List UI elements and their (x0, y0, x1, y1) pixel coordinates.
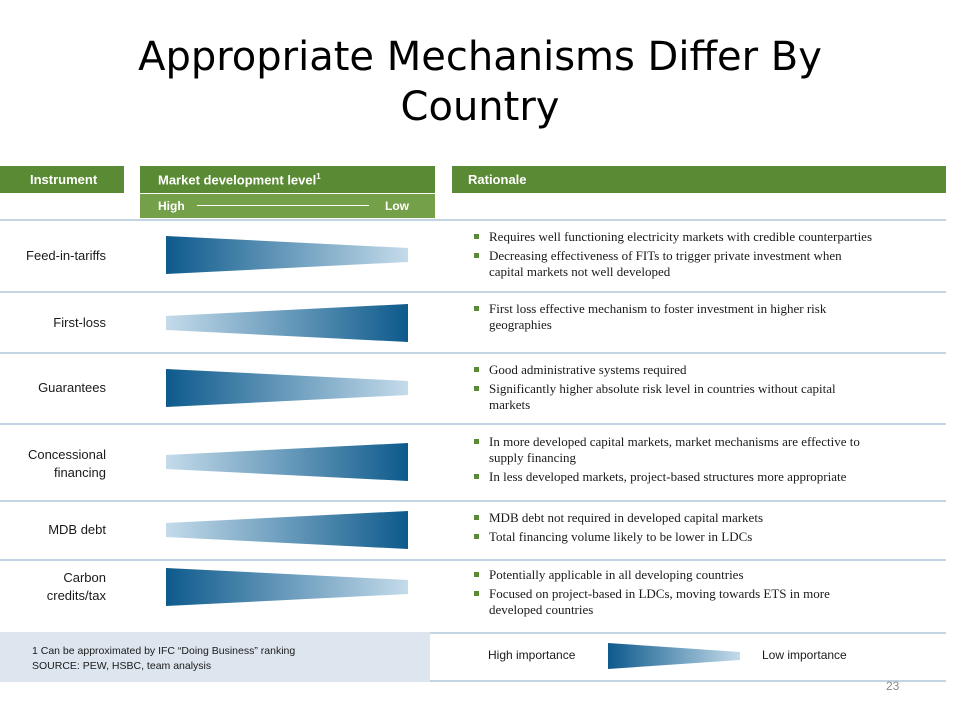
bullet-square-icon (474, 572, 479, 577)
bullet-square-icon (474, 234, 479, 239)
footnote-source: SOURCE: PEW, HSBC, team analysis (32, 660, 212, 672)
legend-bottom-rule (430, 680, 946, 682)
importance-wedge-guarantees (166, 369, 408, 407)
rationale-bullet: Total financing volume likely to be lower in LDCs (472, 529, 942, 545)
legend-low-importance: Low importance (762, 648, 847, 662)
rationale-bullet: In less developed markets, project-based structures more appropriate (472, 469, 942, 485)
rationale-bullet: Decreasing effectiveness of FITs to trigger private investment when capital markets not well developed (472, 248, 942, 280)
instrument-label: credits/tax (46, 588, 106, 603)
instrument-label: First-loss (53, 315, 106, 330)
market-scale-bar (140, 194, 435, 218)
bullet-square-icon (474, 591, 479, 596)
row-separator (0, 500, 946, 502)
instrument-header-label: Instrument (30, 172, 98, 187)
scale-low-label: Low (385, 199, 409, 213)
legend-top-rule (430, 632, 946, 634)
scale-line (197, 205, 369, 206)
rationale-bullet: MDB debt not required in developed capital markets (472, 510, 942, 526)
bullet-square-icon (474, 534, 479, 539)
footnote-text (32, 644, 295, 674)
bullet-square-icon (474, 367, 479, 372)
instrument-label: financing (53, 465, 106, 480)
rationale-header (452, 166, 946, 193)
row-separator (0, 291, 946, 293)
rationale-bullet: Good administrative systems required (472, 362, 942, 378)
legend-high-importance: High importance (488, 648, 576, 662)
instrument-first-loss (0, 314, 106, 332)
slide-title (0, 32, 960, 132)
bullet-square-icon (474, 439, 479, 444)
instrument-concessional-financing (0, 446, 106, 482)
scale-high-label: High (158, 199, 185, 213)
legend-importance-wedge (608, 643, 740, 669)
bullet-square-icon (474, 515, 479, 520)
table-top-rule (0, 219, 946, 221)
instrument-mdb-debt (0, 521, 106, 539)
importance-wedge-carbon-credits-tax (166, 568, 408, 606)
rationale-mdb-debt (472, 510, 942, 548)
footnote-line-1: 1 Can be approximated by IFC “Doing Business” ranking (32, 645, 296, 657)
instrument-guarantees (0, 379, 106, 397)
rationale-first-loss (472, 301, 942, 336)
rationale-feed-in-tariffs (472, 229, 942, 283)
footnote-box (0, 632, 430, 682)
importance-wedge-first-loss (166, 304, 408, 342)
market-level-header-label: Market development level$^1$ (158, 172, 321, 188)
bullet-square-icon (474, 474, 479, 479)
slide-title-line-2: Country (400, 84, 560, 130)
market-level-header (140, 166, 435, 193)
importance-wedge-feed-in-tariffs (166, 236, 408, 274)
importance-wedge-concessional-financing (166, 443, 408, 481)
footnote-marker: 1 (316, 172, 321, 181)
bullet-square-icon (474, 253, 479, 258)
rationale-concessional-financing (472, 434, 942, 488)
rationale-bullet: In more developed capital markets, market mechanisms are effective to supply financing (472, 434, 942, 466)
rationale-carbon-credits-tax (472, 567, 942, 621)
rationale-bullet: Requires well functioning electricity markets with credible counterparties (472, 229, 942, 245)
bullet-square-icon (474, 306, 479, 311)
instrument-label: Feed-in-tariffs (26, 248, 106, 263)
rationale-header-label: Rationale (468, 172, 527, 187)
rationale-bullet: Significantly higher absolute risk level in countries without capital markets (472, 381, 942, 413)
rationale-bullet: Focused on project-based in LDCs, moving towards ETS in more developed countries (472, 586, 942, 618)
slide-title-line-1: Appropriate Mechanisms Differ By (138, 34, 822, 80)
instrument-carbon-credits-tax (0, 569, 106, 605)
instrument-label: Carbon (63, 570, 106, 585)
row-separator (0, 559, 946, 561)
row-separator (0, 352, 946, 354)
bullet-square-icon (474, 386, 479, 391)
instrument-label: Concessional (27, 447, 106, 462)
rationale-bullet: Potentially applicable in all developing countries (472, 567, 942, 583)
instrument-header (0, 166, 124, 193)
instrument-label: Guarantees (38, 380, 106, 395)
rationale-guarantees (472, 362, 942, 416)
row-separator (0, 423, 946, 425)
instrument-feed-in-tariffs (0, 247, 106, 265)
instrument-label: MDB debt (48, 522, 106, 537)
page-number: 23 (886, 679, 900, 693)
importance-wedge-mdb-debt (166, 511, 408, 549)
rationale-bullet: First loss effective mechanism to foster investment in higher risk geographies (472, 301, 942, 333)
